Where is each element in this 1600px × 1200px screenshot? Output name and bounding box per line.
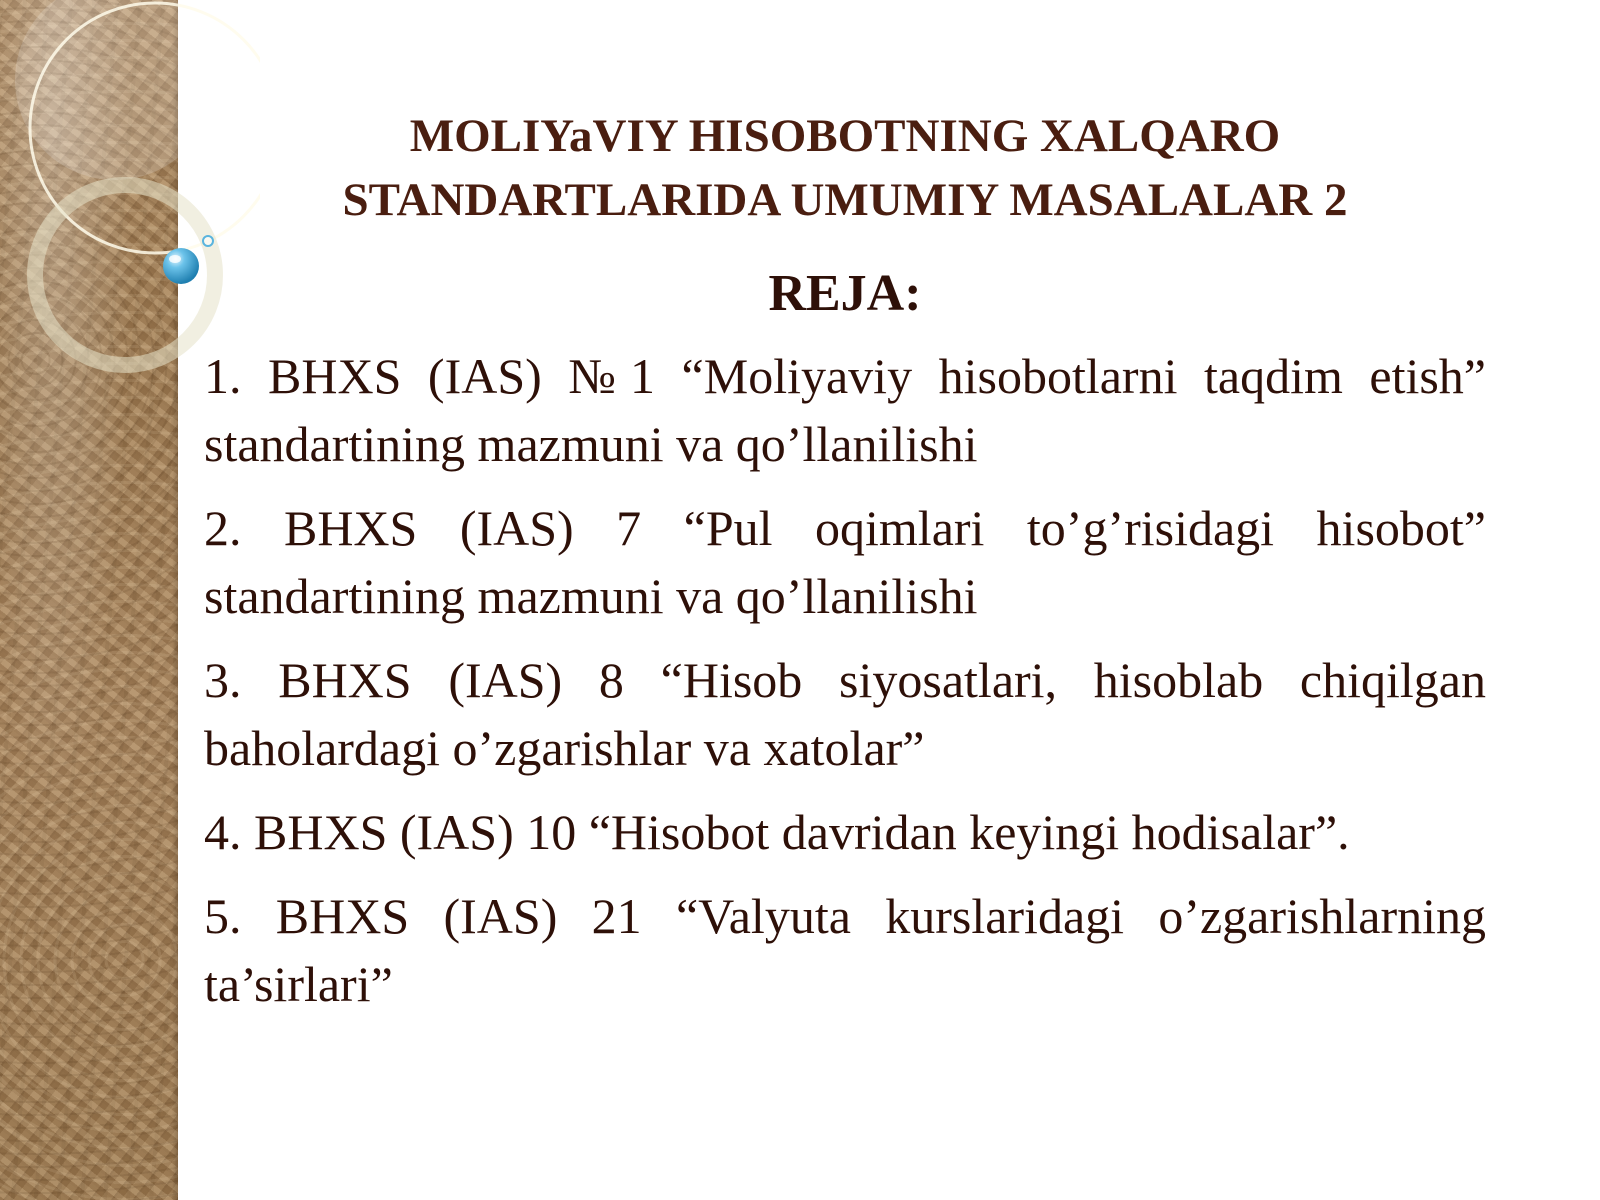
- plan-item-2: 2. BHXS (IAS) 7 “Pul oqimlari to’g’risidagi hisobot” standartining mazmuni va qo’llanilishi: [204, 500, 1486, 624]
- slide-title: [200, 104, 1490, 232]
- plan-list: [204, 342, 1486, 1034]
- plan-item-3: 3. BHXS (IAS) 8 “Hisob siyosatlari, hisoblab chiqilgan baholardagi o’zgarishlar va xatolar”: [204, 652, 1486, 776]
- plan-heading: REJA:: [768, 265, 922, 322]
- crumpled-paper-side-panel: [0, 0, 178, 1200]
- plan-item-1: 1. BHXS (IAS) №1 “Moliyaviy hisobotlarni taqdim etish” standartining mazmuni va qo’llanilishi: [204, 348, 1486, 472]
- panel-edge-shadow: [172, 0, 178, 1200]
- slide-title-line-2: STANDARTLARIDA UMUMIY MASALALAR 2: [342, 174, 1348, 226]
- paper-texture: [0, 0, 178, 1200]
- slide-title-line-1: MOLIYaVIY HISOBOTNING XALQARO: [409, 110, 1281, 162]
- small-bead-ring-icon: [203, 236, 213, 246]
- plan-item-4: 4. BHXS (IAS) 10 “Hisobot davridan keyingi hodisalar”.: [204, 804, 1350, 860]
- plan-item-5: 5. BHXS (IAS) 21 “Valyuta kurslaridagi o’zgarishlarning ta’sirlari”: [204, 888, 1486, 1012]
